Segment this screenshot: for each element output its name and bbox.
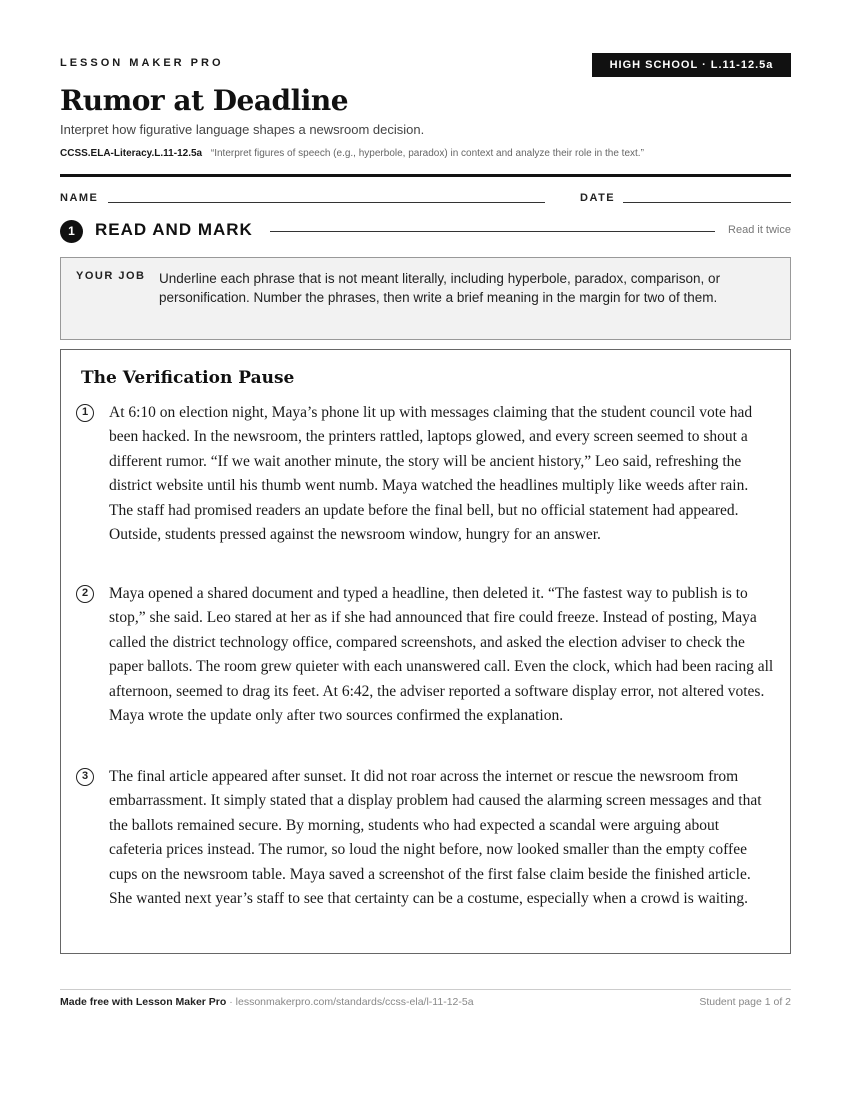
name-label: NAME [60, 192, 99, 204]
grade-badge: HIGH SCHOOL · L.11-12.5a [592, 53, 791, 77]
paragraph-number: 1 [76, 404, 94, 422]
instructions-label: YOUR JOB [76, 270, 146, 282]
footer-url[interactable]: · lessonmakerpro.com/standards/ccss-ela/l-11-12-5a [226, 996, 474, 1008]
paragraph-number: 3 [76, 768, 94, 786]
section-title: READ AND MARK [95, 220, 253, 239]
standard-code: CCSS.ELA-Literacy.L.11-12.5a [60, 148, 203, 159]
date-label: DATE [580, 192, 616, 204]
page-title: Rumor at Deadline [60, 84, 349, 117]
footer-credit [60, 996, 474, 1008]
paragraph-number: 2 [76, 585, 94, 603]
standard-line [60, 148, 644, 159]
reading-passage [60, 349, 791, 954]
passage-paragraph: Maya opened a shared document and typed a headline, then deleted it. “The fastest way to publish is to stop,” she said. Leo stared at her as if she had announced that fire could freeze. Instead of posting, Maya called the district technology office, compared screenshots, and asked the election adviser to check the paper ballots. The room grew quieter with each unanswered call. Even the clock, which had been racing all afternoon, seemed to drag its feet. At 6:42, the adviser reported a software display error, not altered votes. Maya wrote the update only after two sources confirmed the explanation. [109, 585, 774, 725]
footer-page-number: Student page 1 of 2 [699, 996, 791, 1008]
header-divider [60, 174, 791, 177]
standard-text: “Interpret figures of speech (e.g., hyperbole, paradox) in context and analyze their role in the text.” [210, 148, 644, 159]
section-rule [270, 231, 715, 232]
name-field[interactable] [108, 202, 545, 203]
passage-paragraph: At 6:10 on election night, Maya’s phone lit up with messages claiming that the student council vote had been hacked. In the newsroom, the printers rattled, laptops glowed, and every screen seemed to shout a different rumor. “If we wait another minute, the story will be ancient history,” Leo said, refreshing the district website until his thumb went numb. Maya watched the headlines multiply like weeds after rain. The staff had promised readers an update before the final bell, but no official statement had appeared. Outside, students pressed against the newsroom window, hungry for an answer. [109, 404, 753, 544]
passage-title: The Verification Pause [81, 368, 295, 388]
brand-name: LESSON MAKER PRO [60, 57, 224, 69]
instructions-text: Underline each phrase that is not meant literally, including hyperbole, paradox, comparison, or personification. Number the phrases, then write a brief meaning in the margin for two of them. [159, 271, 721, 305]
date-field[interactable] [623, 202, 791, 203]
footer-made-with: Made free with Lesson Maker Pro [60, 996, 227, 1008]
section-number: 1 [60, 220, 83, 243]
section-note: Read it twice [728, 224, 791, 236]
instructions-box [60, 257, 791, 340]
footer-divider [60, 989, 791, 990]
passage-paragraph: The final article appeared after sunset. It did not roar across the internet or rescue the newsroom from embarrassment. It simply stated that a display problem had caused the alarming screen messages and that the ballots remained secure. By morning, students who had expected a scandal were arguing about cafeteria prices instead. The rumor, so loud the night before, now looked smaller than the empty coffee cups on the newsroom table. Maya saved a screenshot of the first false claim beside the finished article. She wanted next year’s staff to see that certainty can be a costume, especially when a crowd is waiting. [109, 768, 762, 908]
page-subtitle: Interpret how figurative language shapes a newsroom decision. [60, 122, 425, 137]
